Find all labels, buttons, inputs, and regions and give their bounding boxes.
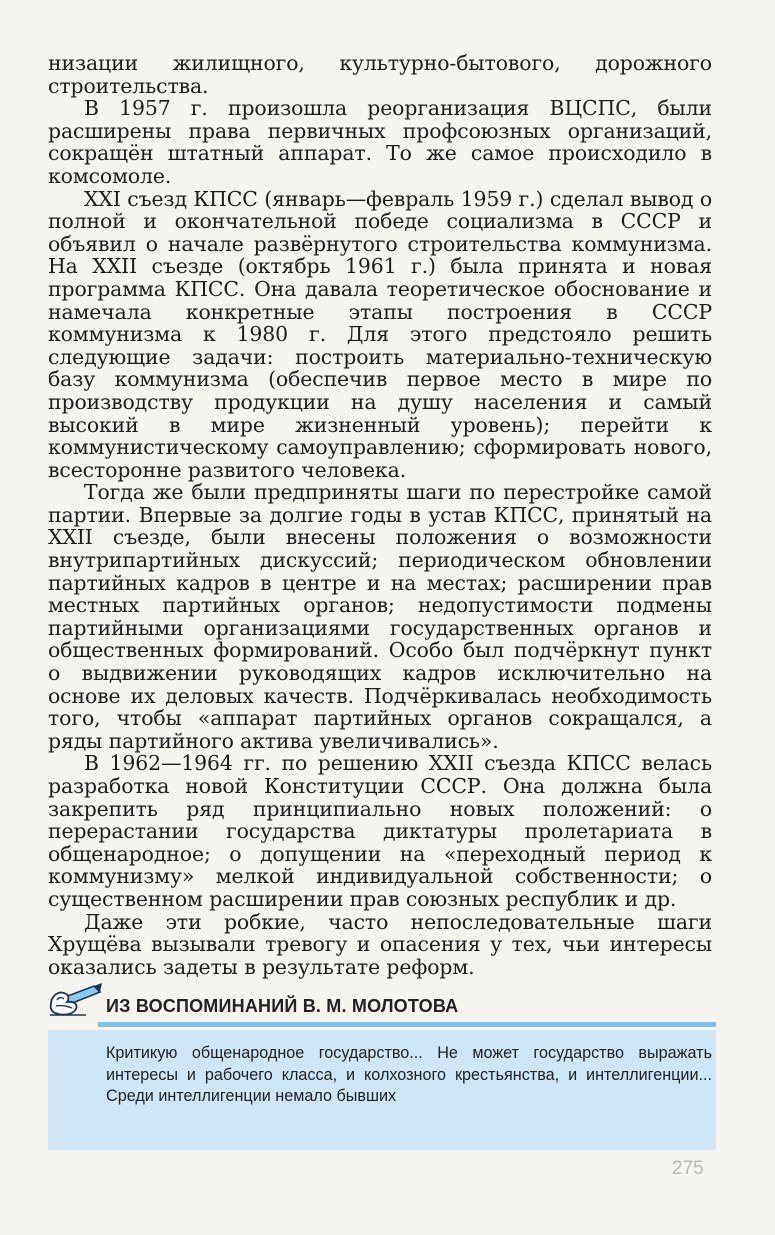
main-text [48, 52, 712, 978]
paragraph-continuation: низации жилищного, культурно-бытового, дорожного строительства. [48, 51, 712, 98]
quote-box [48, 1030, 716, 1150]
page-number: 275 [672, 1158, 704, 1179]
paragraph-vcsps: В 1957 г. произошла реорганизация ВЦСПС, были расширены права первичных профсоюзных организаций, сокращён штатный аппарат. То же самое происходило в комсомоле. [48, 96, 712, 188]
memoir-section-header [48, 978, 716, 1028]
section-divider [98, 1022, 716, 1027]
paragraph-party-reform: Тогда же были предприняты шаги по перестройке самой партии. Впервые за долгие годы в устав КПСС, принятый на XXII съезде, были внесены положения о возможности внутрипартийных дискуссий; периодическом обновлении партийных кадров в центре и на местах; расширении прав местных партийных органов; недопустимости подмены партийными организациями государственных органов и общественных формирований. Особо был подчёркнут пункт о выдвижении руководящих кадров исключительно на основе их деловых качеств. Подчёркивалась необходимость того, чтобы «аппарат партийных органов сокращался, а ряды партийного актива увеличивались». [48, 480, 712, 753]
paragraph-reaction: Даже эти робкие, часто непоследовательные шаги Хрущёва вызывали тревогу и опасения у тех, чьи интересы оказались задеты в результате реформ. [48, 909, 712, 979]
paragraph-congress: XXI съезд КПСС (январь—февраль 1959 г.) сделал вывод о полной и окончательной победе социализма в СССР и объявил о начале развёрнутого строительства коммунизма. На XXII съезде (октябрь 1961 г.) была принята и новая программа КПСС. Она давала теоретическое обоснование и намечала конкретные этапы построения в СССР коммунизма к 1980 г. Для этого предстояло решить следующие задачи: построить материально-техническую базу коммунизма (обеспечив первое место в мире по производству продукции на душу населения и самый высокий в мире жизненный уровень); перейти к коммунистическому самоуправлению; сформировать нового, всесторонне развитого человека. [48, 186, 712, 482]
writing-hand-icon [48, 978, 106, 1018]
paragraph-constitution: В 1962—1964 гг. по решению XXII съезда КПСС велась разработка новой Конституции СССР. Она должна была закрепить ряд принципиально новых положений: о перерастании государства диктатуры пролетариата в общенародное; о допущении на «переходный период к коммунизму» мелкой индивидуальной собственности; о существенном расширении прав союзных республик и др. [48, 751, 712, 911]
quote-text: Критикую общенародное государство... Не может государство выражать интересы и рабочего класса, и колхозного крестьянства, и интеллигенции... Среди интеллигенции немало бывших [106, 1044, 712, 1105]
section-title: ИЗ ВОСПОМИНАНИЙ В. М. МОЛОТОВА [106, 996, 459, 1016]
